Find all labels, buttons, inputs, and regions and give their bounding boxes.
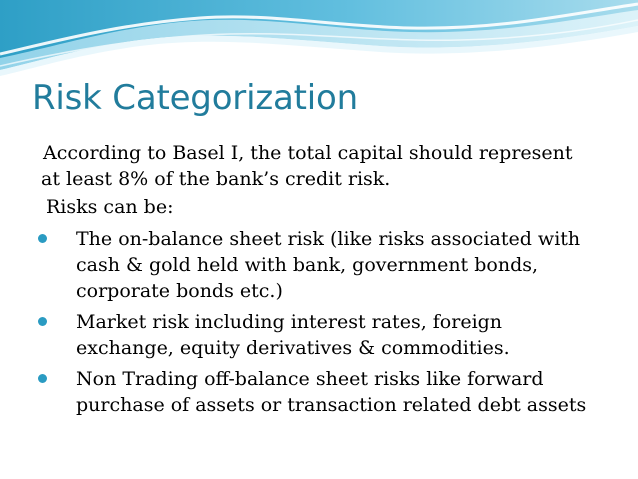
bullet-line: Non Trading off-balance sheet risks like forward [76, 368, 544, 390]
bullet-dot-icon [38, 234, 47, 243]
bullet-item-on-balance [0, 226, 638, 304]
bullet-item-market-risk [0, 309, 638, 361]
bullet-line: The on-balance sheet risk (like risks associated with [76, 228, 581, 250]
bullet-dot-icon [38, 374, 47, 383]
bullet-line: cash & gold held with bank, government bonds, [76, 254, 539, 276]
slide-title: Risk Categorization [32, 78, 358, 118]
intro-line-2: at least 8% of the bank’s credit risk. [41, 168, 391, 190]
bullet-line: purchase of assets or transaction related debt assets [76, 394, 587, 416]
slide-body [0, 140, 638, 423]
bullet-list [0, 226, 638, 418]
bullet-dot-icon [38, 317, 47, 326]
bullet-line: corporate bonds etc.) [76, 280, 283, 302]
intro-line-1: According to Basel I, the total capital should represent [43, 142, 573, 164]
risks-label: Risks can be: [46, 196, 174, 218]
wave-header-decoration [0, 0, 638, 80]
bullet-line: exchange, equity derivatives & commodities. [76, 337, 510, 359]
bullet-item-non-trading [0, 366, 638, 418]
bullet-line: Market risk including interest rates, foreign [76, 311, 503, 333]
